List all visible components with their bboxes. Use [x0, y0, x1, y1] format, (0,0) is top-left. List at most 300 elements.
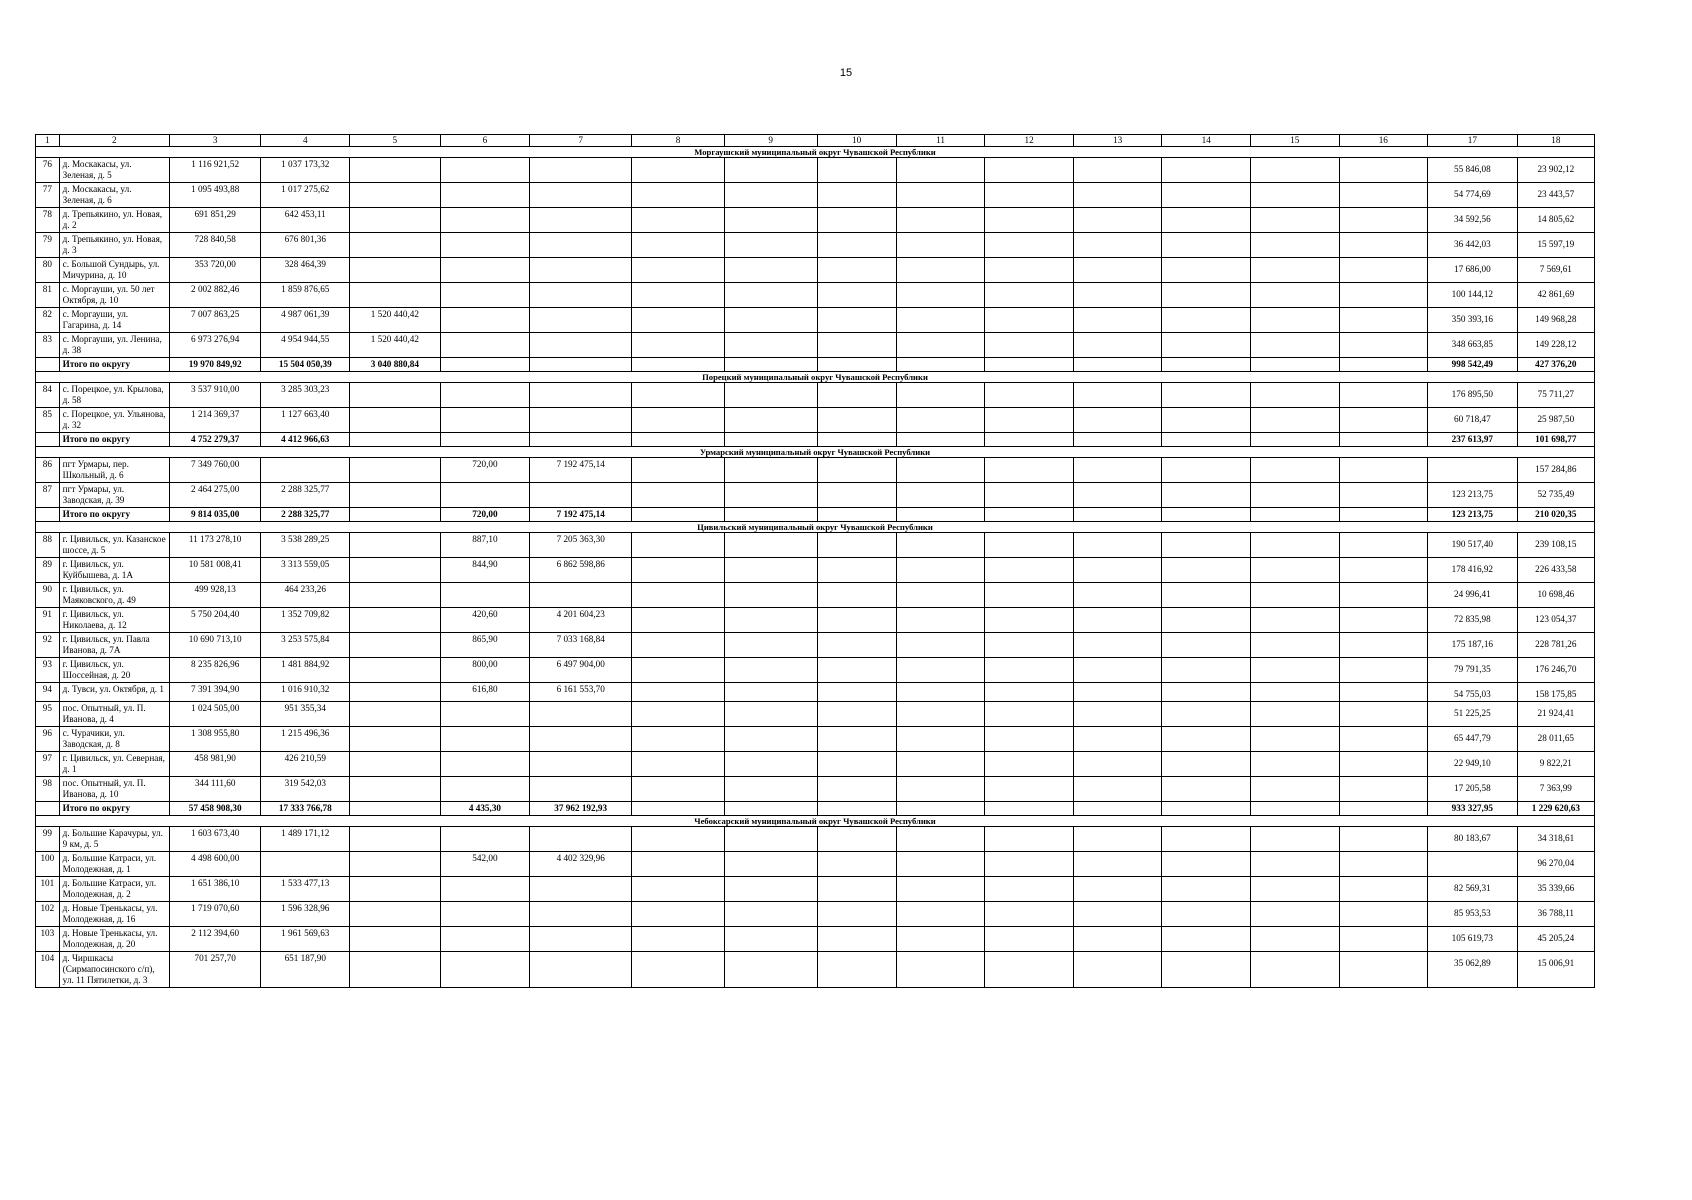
value-cell-c18: 9 822,21 — [1517, 752, 1594, 777]
value-cell-c18: 149 968,28 — [1517, 308, 1594, 333]
value-cell-c6: 616,80 — [440, 683, 530, 702]
value-cell-c6: 4 435,30 — [440, 802, 530, 816]
value-cell-c6 — [440, 258, 530, 283]
empty-cell — [896, 777, 985, 802]
table-row — [36, 952, 1595, 988]
column-number: 3 — [169, 135, 261, 147]
total-label: Итого по округу — [59, 508, 169, 522]
empty-cell — [896, 158, 985, 183]
value-cell-c4: 328 464,39 — [261, 258, 350, 283]
value-cell-c4: 1 961 569,63 — [261, 927, 350, 952]
value-cell-c4 — [261, 852, 350, 877]
empty-cell — [817, 702, 896, 727]
value-cell-c5 — [350, 927, 441, 952]
value-cell-c7 — [530, 583, 632, 608]
empty-cell — [817, 633, 896, 658]
value-cell-c3: 7 007 863,25 — [169, 308, 261, 333]
empty-cell — [985, 683, 1074, 702]
empty-cell — [1162, 658, 1251, 683]
table-row — [36, 308, 1595, 333]
value-cell-c18: 10 698,46 — [1517, 583, 1594, 608]
value-cell-c7 — [530, 383, 632, 408]
value-cell-c4: 17 333 766,78 — [261, 802, 350, 816]
empty-cell — [985, 233, 1074, 258]
value-cell-c7: 6 862 598,86 — [530, 558, 632, 583]
empty-cell — [1339, 727, 1428, 752]
empty-cell — [1162, 358, 1251, 372]
value-cell-c18: 14 805,62 — [1517, 208, 1594, 233]
empty-cell — [724, 458, 817, 483]
column-number: 9 — [724, 135, 817, 147]
value-cell-c7: 7 205 363,30 — [530, 533, 632, 558]
value-cell-c6 — [440, 383, 530, 408]
empty-cell — [1250, 208, 1339, 233]
empty-cell — [896, 802, 985, 816]
table-row — [36, 583, 1595, 608]
empty-cell — [724, 702, 817, 727]
empty-cell — [1339, 208, 1428, 233]
value-cell-c17: 237 613,97 — [1428, 433, 1518, 447]
empty-cell — [1250, 483, 1339, 508]
column-number: 6 — [440, 135, 530, 147]
value-cell-c17: 175 187,16 — [1428, 633, 1518, 658]
empty-cell — [1339, 508, 1428, 522]
table-row — [36, 633, 1595, 658]
empty-cell — [632, 927, 725, 952]
empty-cell — [724, 358, 817, 372]
value-cell-c3: 701 257,70 — [169, 952, 261, 988]
row-number: 79 — [36, 233, 60, 258]
value-cell-c3: 691 851,29 — [169, 208, 261, 233]
empty-cell — [1162, 952, 1251, 988]
value-cell-c4: 676 801,36 — [261, 233, 350, 258]
value-cell-c5 — [350, 752, 441, 777]
value-cell-c3: 1 719 070,60 — [169, 902, 261, 927]
empty-cell — [1339, 483, 1428, 508]
value-cell-c6 — [440, 308, 530, 333]
section-title: Цивильский муниципальный округ Чувашской Республики — [36, 522, 1595, 533]
empty-cell — [985, 658, 1074, 683]
column-number: 8 — [632, 135, 725, 147]
empty-cell — [724, 533, 817, 558]
empty-cell — [817, 258, 896, 283]
value-cell-c18: 21 924,41 — [1517, 702, 1594, 727]
empty-cell — [985, 508, 1074, 522]
empty-cell — [1250, 827, 1339, 852]
table-row — [36, 183, 1595, 208]
value-cell-c3: 10 690 713,10 — [169, 633, 261, 658]
column-number: 17 — [1428, 135, 1518, 147]
empty-cell — [1250, 333, 1339, 358]
empty-cell — [1339, 333, 1428, 358]
value-cell-c6 — [440, 158, 530, 183]
value-cell-c7: 4 201 604,23 — [530, 608, 632, 633]
table-row — [36, 383, 1595, 408]
value-cell-c5 — [350, 183, 441, 208]
empty-cell — [1250, 383, 1339, 408]
empty-cell — [1162, 258, 1251, 283]
value-cell-c3: 458 981,90 — [169, 752, 261, 777]
address-cell: пгт Урмары, пер. Школьный, д. 6 — [59, 458, 169, 483]
section-header — [36, 816, 1595, 827]
empty-cell — [817, 558, 896, 583]
empty-cell — [1073, 408, 1162, 433]
value-cell-c3: 6 973 276,94 — [169, 333, 261, 358]
empty-cell — [1250, 308, 1339, 333]
value-cell-c17: 36 442,03 — [1428, 233, 1518, 258]
empty-cell — [632, 608, 725, 633]
empty-cell — [1162, 508, 1251, 522]
value-cell-c3: 2 464 275,00 — [169, 483, 261, 508]
empty-cell — [896, 208, 985, 233]
empty-cell — [817, 233, 896, 258]
empty-cell — [632, 158, 725, 183]
empty-cell — [1073, 358, 1162, 372]
empty-cell — [1073, 558, 1162, 583]
value-cell-c4: 3 285 303,23 — [261, 383, 350, 408]
value-cell-c4: 1 859 876,65 — [261, 283, 350, 308]
address-cell: д. Тувси, ул. Октября, д. 1 — [59, 683, 169, 702]
value-cell-c7 — [530, 902, 632, 927]
value-cell-c3: 2 112 394,60 — [169, 927, 261, 952]
total-label: Итого по округу — [59, 433, 169, 447]
value-cell-c7 — [530, 777, 632, 802]
value-cell-c18: 7 363,99 — [1517, 777, 1594, 802]
empty-cell — [1073, 433, 1162, 447]
value-cell-c3: 11 173 278,10 — [169, 533, 261, 558]
value-cell-c18: 7 569,61 — [1517, 258, 1594, 283]
address-cell: пос. Опытный, ул. П. Иванова, д. 10 — [59, 777, 169, 802]
empty-cell — [1339, 927, 1428, 952]
value-cell-c18: 15 597,19 — [1517, 233, 1594, 258]
value-cell-c5: 3 040 880,84 — [350, 358, 441, 372]
empty-cell — [985, 902, 1074, 927]
row-number: 85 — [36, 408, 60, 433]
empty-cell — [632, 433, 725, 447]
empty-cell — [1250, 233, 1339, 258]
empty-cell — [985, 827, 1074, 852]
empty-cell — [632, 258, 725, 283]
empty-cell — [1162, 727, 1251, 752]
row-number: 98 — [36, 777, 60, 802]
value-cell-c5 — [350, 583, 441, 608]
value-cell-c6 — [440, 358, 530, 372]
empty-cell — [1250, 927, 1339, 952]
empty-cell — [1073, 483, 1162, 508]
empty-cell — [896, 433, 985, 447]
total-row — [36, 508, 1595, 522]
row-number — [36, 433, 60, 447]
value-cell-c18: 25 987,50 — [1517, 408, 1594, 433]
empty-cell — [1339, 752, 1428, 777]
value-cell-c4: 1 215 496,36 — [261, 727, 350, 752]
address-cell: с. Порецкое, ул. Крылова, д. 58 — [59, 383, 169, 408]
value-cell-c3: 1 603 673,40 — [169, 827, 261, 852]
empty-cell — [985, 533, 1074, 558]
empty-cell — [1162, 608, 1251, 633]
value-cell-c3: 4 498 600,00 — [169, 852, 261, 877]
address-cell: с. Моргауши, ул. 50 лет Октября, д. 10 — [59, 283, 169, 308]
empty-cell — [632, 633, 725, 658]
empty-cell — [817, 583, 896, 608]
row-number: 104 — [36, 952, 60, 988]
empty-cell — [724, 852, 817, 877]
value-cell-c17: 82 569,31 — [1428, 877, 1518, 902]
row-number: 89 — [36, 558, 60, 583]
value-cell-c6: 800,00 — [440, 658, 530, 683]
empty-cell — [632, 233, 725, 258]
section-header — [36, 447, 1595, 458]
empty-cell — [1073, 752, 1162, 777]
value-cell-c17: 35 062,89 — [1428, 952, 1518, 988]
empty-cell — [1162, 633, 1251, 658]
empty-cell — [985, 727, 1074, 752]
value-cell-c4: 3 538 289,25 — [261, 533, 350, 558]
empty-cell — [1162, 533, 1251, 558]
empty-cell — [1073, 283, 1162, 308]
empty-cell — [1162, 558, 1251, 583]
table-row — [36, 158, 1595, 183]
address-cell: с. Чурачики, ул. Заводская, д. 8 — [59, 727, 169, 752]
empty-cell — [985, 408, 1074, 433]
empty-cell — [817, 658, 896, 683]
empty-cell — [985, 802, 1074, 816]
empty-cell — [817, 383, 896, 408]
column-number: 4 — [261, 135, 350, 147]
empty-cell — [1339, 233, 1428, 258]
empty-cell — [1250, 633, 1339, 658]
empty-cell — [1073, 458, 1162, 483]
section-header — [36, 372, 1595, 383]
empty-cell — [896, 258, 985, 283]
row-number: 76 — [36, 158, 60, 183]
address-cell: с. Большой Сундырь, ул. Мичурина, д. 10 — [59, 258, 169, 283]
empty-cell — [1250, 727, 1339, 752]
empty-cell — [1162, 583, 1251, 608]
empty-cell — [724, 283, 817, 308]
value-cell-c7 — [530, 183, 632, 208]
empty-cell — [1339, 308, 1428, 333]
row-number — [36, 358, 60, 372]
table-row — [36, 658, 1595, 683]
value-cell-c17: 190 517,40 — [1428, 533, 1518, 558]
value-cell-c17: 65 447,79 — [1428, 727, 1518, 752]
table-row — [36, 777, 1595, 802]
empty-cell — [724, 952, 817, 988]
empty-cell — [724, 158, 817, 183]
value-cell-c6: 542,00 — [440, 852, 530, 877]
empty-cell — [1250, 658, 1339, 683]
empty-cell — [896, 827, 985, 852]
value-cell-c5 — [350, 283, 441, 308]
value-cell-c4: 3 313 559,05 — [261, 558, 350, 583]
value-cell-c17: 22 949,10 — [1428, 752, 1518, 777]
value-cell-c6 — [440, 877, 530, 902]
address-cell: г. Цивильск, ул. Казанское шоссе, д. 5 — [59, 533, 169, 558]
empty-cell — [1339, 608, 1428, 633]
value-cell-c3: 5 750 204,40 — [169, 608, 261, 633]
empty-cell — [817, 533, 896, 558]
table-row — [36, 333, 1595, 358]
value-cell-c3: 4 752 279,37 — [169, 433, 261, 447]
empty-cell — [1250, 777, 1339, 802]
empty-cell — [1250, 258, 1339, 283]
empty-cell — [1339, 583, 1428, 608]
empty-cell — [1162, 877, 1251, 902]
value-cell-c5 — [350, 408, 441, 433]
address-cell: г. Цивильск, ул. Николаева, д. 12 — [59, 608, 169, 633]
table-row — [36, 702, 1595, 727]
empty-cell — [724, 802, 817, 816]
address-cell: г. Цивильск, ул. Маяковского, д. 49 — [59, 583, 169, 608]
row-number: 90 — [36, 583, 60, 608]
empty-cell — [985, 633, 1074, 658]
value-cell-c4: 642 453,11 — [261, 208, 350, 233]
value-cell-c5 — [350, 533, 441, 558]
empty-cell — [985, 208, 1074, 233]
value-cell-c4: 1 596 328,96 — [261, 902, 350, 927]
column-number: 2 — [59, 135, 169, 147]
value-cell-c18: 75 711,27 — [1517, 383, 1594, 408]
empty-cell — [632, 333, 725, 358]
value-cell-c3: 1 651 386,10 — [169, 877, 261, 902]
value-cell-c7: 7 192 475,14 — [530, 508, 632, 522]
empty-cell — [896, 852, 985, 877]
value-cell-c7 — [530, 158, 632, 183]
value-cell-c3: 1 308 955,80 — [169, 727, 261, 752]
empty-cell — [1339, 558, 1428, 583]
empty-cell — [1162, 458, 1251, 483]
empty-cell — [1162, 308, 1251, 333]
empty-cell — [1162, 233, 1251, 258]
value-cell-c7: 6 497 904,00 — [530, 658, 632, 683]
empty-cell — [985, 333, 1074, 358]
empty-cell — [817, 333, 896, 358]
empty-cell — [817, 408, 896, 433]
empty-cell — [896, 702, 985, 727]
value-cell-c7 — [530, 233, 632, 258]
register-table — [35, 134, 1595, 988]
empty-cell — [724, 777, 817, 802]
empty-cell — [817, 927, 896, 952]
row-number: 94 — [36, 683, 60, 702]
empty-cell — [1339, 183, 1428, 208]
table-row — [36, 608, 1595, 633]
empty-cell — [1073, 852, 1162, 877]
column-number: 7 — [530, 135, 632, 147]
empty-cell — [1162, 683, 1251, 702]
empty-cell — [632, 483, 725, 508]
empty-cell — [1250, 802, 1339, 816]
empty-cell — [1162, 333, 1251, 358]
row-number: 101 — [36, 877, 60, 902]
empty-cell — [896, 727, 985, 752]
column-number: 14 — [1162, 135, 1251, 147]
empty-cell — [896, 308, 985, 333]
empty-cell — [632, 358, 725, 372]
value-cell-c7 — [530, 333, 632, 358]
empty-cell — [1339, 658, 1428, 683]
empty-cell — [1250, 752, 1339, 777]
empty-cell — [817, 433, 896, 447]
value-cell-c6: 865,90 — [440, 633, 530, 658]
empty-cell — [724, 683, 817, 702]
value-cell-c18: 158 175,85 — [1517, 683, 1594, 702]
empty-cell — [985, 458, 1074, 483]
empty-cell — [896, 877, 985, 902]
empty-cell — [724, 633, 817, 658]
empty-cell — [896, 558, 985, 583]
empty-cell — [985, 258, 1074, 283]
value-cell-c18: 228 781,26 — [1517, 633, 1594, 658]
empty-cell — [817, 902, 896, 927]
value-cell-c3: 1 095 493,88 — [169, 183, 261, 208]
empty-cell — [724, 208, 817, 233]
empty-cell — [817, 508, 896, 522]
empty-cell — [1162, 702, 1251, 727]
address-cell: с. Моргауши, ул. Ленина, д. 38 — [59, 333, 169, 358]
empty-cell — [1073, 333, 1162, 358]
empty-cell — [1250, 702, 1339, 727]
value-cell-c5 — [350, 827, 441, 852]
value-cell-c5 — [350, 802, 441, 816]
empty-cell — [1073, 902, 1162, 927]
empty-cell — [896, 333, 985, 358]
value-cell-c17: 85 953,53 — [1428, 902, 1518, 927]
row-number: 92 — [36, 633, 60, 658]
empty-cell — [724, 658, 817, 683]
value-cell-c18: 123 054,37 — [1517, 608, 1594, 633]
value-cell-c6 — [440, 777, 530, 802]
value-cell-c17: 55 846,08 — [1428, 158, 1518, 183]
row-number: 100 — [36, 852, 60, 877]
empty-cell — [632, 683, 725, 702]
value-cell-c18: 226 433,58 — [1517, 558, 1594, 583]
empty-cell — [632, 702, 725, 727]
value-cell-c18: 239 108,15 — [1517, 533, 1594, 558]
empty-cell — [1162, 752, 1251, 777]
empty-cell — [817, 877, 896, 902]
address-cell: д. Москакасы, ул. Зеленая, д. 6 — [59, 183, 169, 208]
value-cell-c6 — [440, 583, 530, 608]
empty-cell — [1339, 877, 1428, 902]
row-number: 97 — [36, 752, 60, 777]
empty-cell — [632, 658, 725, 683]
row-number: 91 — [36, 608, 60, 633]
empty-cell — [1250, 533, 1339, 558]
empty-cell — [1073, 508, 1162, 522]
empty-cell — [985, 433, 1074, 447]
empty-cell — [724, 927, 817, 952]
empty-cell — [724, 483, 817, 508]
empty-cell — [1339, 433, 1428, 447]
value-cell-c3: 19 970 849,92 — [169, 358, 261, 372]
value-cell-c6 — [440, 752, 530, 777]
column-number-row — [36, 135, 1595, 147]
address-cell: г. Цивильск, ул. Северная, д. 1 — [59, 752, 169, 777]
empty-cell — [1073, 208, 1162, 233]
address-cell: д. Трепьякино, ул. Новая, д. 3 — [59, 233, 169, 258]
value-cell-c18: 149 228,12 — [1517, 333, 1594, 358]
value-cell-c18: 34 318,61 — [1517, 827, 1594, 852]
value-cell-c7 — [530, 208, 632, 233]
row-number: 83 — [36, 333, 60, 358]
value-cell-c7: 7 033 168,84 — [530, 633, 632, 658]
value-cell-c18: 210 020,35 — [1517, 508, 1594, 522]
empty-cell — [632, 852, 725, 877]
empty-cell — [632, 283, 725, 308]
value-cell-c6: 720,00 — [440, 458, 530, 483]
